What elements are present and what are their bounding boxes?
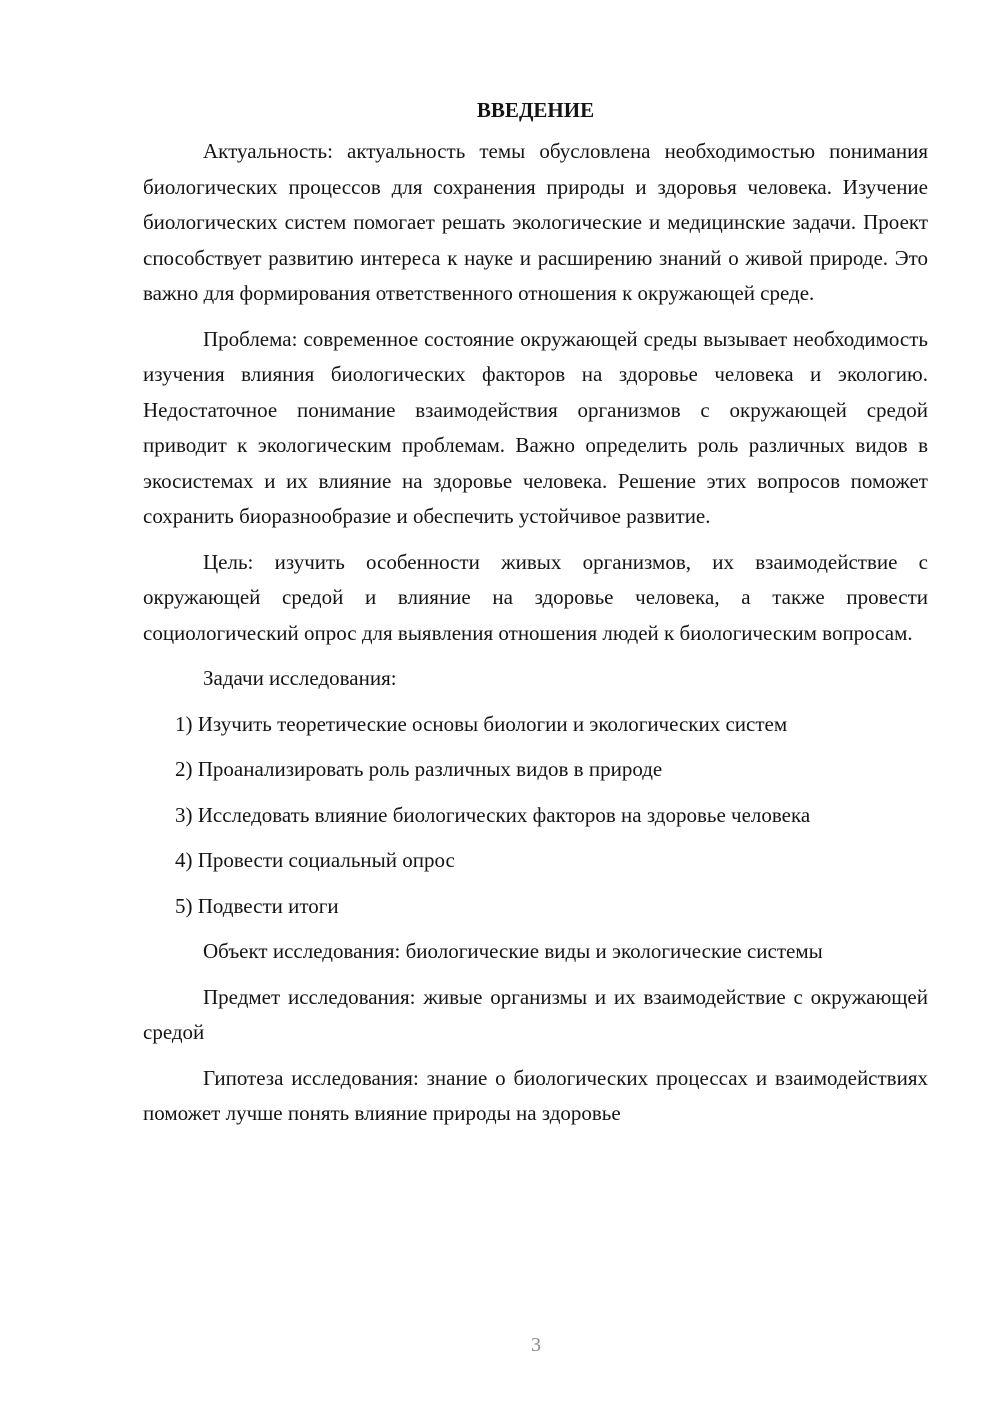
task-item-4: 4) Провести социальный опрос <box>175 848 455 872</box>
problem-paragraph: Проблема: современное состояние окружающей среды вызывает необходимость изучения влияния биологических факторов на здоровье человека и экологию. Недостаточное понимание взаимодействия организмов с окружающей средой приводит к экологическим проблемам. Важно определить роль различных видов в экосистемах и их влияние на здоровье человека. Решение этих вопросов поможет сохранить биоразнообразие и обеспечить устойчивое развитие. <box>143 326 928 528</box>
task-item-1: 1) Изучить теоретические основы биологии и экологических систем <box>175 711 788 736</box>
goal-paragraph: Цель: изучить особенности живых организмов, их взаимодействие с окружающей средой и влияние на здоровье человека, а также провести социологический опрос для выявления отношения людей к биологическим вопросам. <box>143 549 928 645</box>
research-subject-paragraph: Предмет исследования: живые организмы и их взаимодействие с окружающей средой <box>143 984 928 1044</box>
tasks-heading: Задачи исследования: <box>203 666 397 690</box>
research-object-paragraph: Объект исследования: биологические виды и экологические системы <box>203 939 823 963</box>
page-number: 3 <box>531 1334 541 1356</box>
relevance-paragraph: Актуальность: актуальность темы обусловлена необходимостью понимания биологических процессов для сохранения природы и здоровья человека. Изучение биологических систем помогает решать экологические и медицинские задачи. Проект способствует развитию интереса к науке и расширению знаний о живой природе. Это важно для формирования ответственного отношения к окружающей среде. <box>143 139 928 305</box>
document-page <box>143 92 928 1132</box>
section-title: ВВЕДЕНИЕ <box>476 98 595 122</box>
task-item-3: 3) Исследовать влияние биологических факторов на здоровье человека <box>175 802 811 827</box>
task-item-2: 2) Проанализировать роль различных видов в природе <box>175 757 663 781</box>
task-item-5: 5) Подвести итоги <box>175 893 339 918</box>
hypothesis-paragraph: Гипотеза исследования: знание о биологических процессах и взаимодействиях поможет лучше понять влияние природы на здоровье <box>143 1065 928 1125</box>
